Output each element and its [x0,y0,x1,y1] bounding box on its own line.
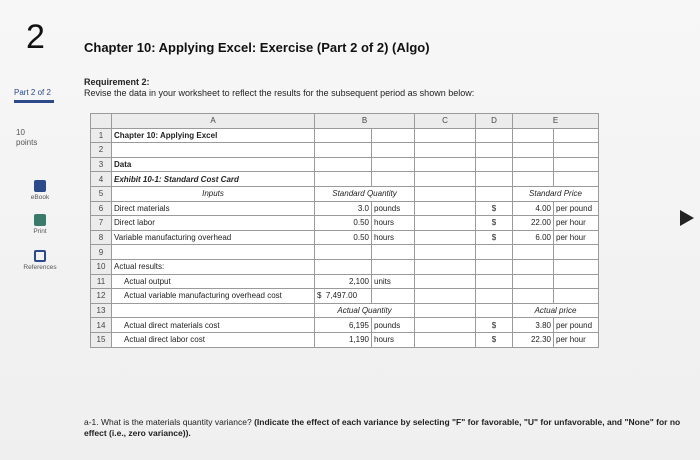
row-number: 5 [91,186,112,201]
cell-e14a[interactable]: 3.80 [513,318,554,333]
row-number: 13 [91,303,112,318]
table-row [91,318,599,333]
cell-e8a[interactable]: 6.00 [513,230,554,245]
cell-b14a[interactable]: 6,195 [315,318,372,333]
cell-b6b[interactable]: pounds [372,201,415,216]
row-number: 6 [91,201,112,216]
row-number: 10 [91,259,112,274]
cell-b7b[interactable]: hours [372,216,415,231]
question-instruction: (Indicate the effect of each variance by selecting "F" for favorable, "U" for unfavorable, and "None" for no effect (i.e., zero variance)). [84,417,681,438]
cell-e2a[interactable] [513,143,554,158]
cell-c12[interactable] [415,289,476,304]
cell-a11[interactable]: Actual output [112,274,315,289]
question-number: 2 [26,18,45,56]
references-icon [34,250,46,262]
cell-b7a[interactable]: 0.50 [315,216,372,231]
row-number: 4 [91,172,112,187]
references-button[interactable] [20,250,60,271]
row-number: 15 [91,332,112,347]
table-row [91,230,599,245]
cell-b14b[interactable]: pounds [372,318,415,333]
cell-c15[interactable] [415,332,476,347]
cell-d14[interactable]: $ [476,318,513,333]
print-button[interactable] [20,214,60,235]
cell-e9a[interactable] [513,245,554,260]
cell-e7b[interactable]: per hour [554,216,599,231]
cell-c7[interactable] [415,216,476,231]
cell-a8[interactable]: Variable manufacturing overhead [112,230,315,245]
cell-b15a[interactable]: 1,190 [315,332,372,347]
cell-e12a[interactable] [513,289,554,304]
cell-b1b[interactable] [372,128,415,143]
cell-e14b[interactable]: per pound [554,318,599,333]
spreadsheet [90,113,599,348]
cell-d8[interactable]: $ [476,230,513,245]
cell-e15b[interactable]: per hour [554,332,599,347]
points-info [16,128,37,148]
table-row [91,201,599,216]
cell-b11a[interactable]: 2,100 [315,274,372,289]
cell-e13[interactable]: Actual price [513,303,599,318]
cell-e9b[interactable] [554,245,599,260]
cell-d7[interactable]: $ [476,216,513,231]
corner-cell [91,114,112,129]
cell-e11b[interactable] [554,274,599,289]
cell-e10a[interactable] [513,259,554,274]
column-header-b: B [315,114,415,129]
cell-a6[interactable]: Direct materials [112,201,315,216]
part-progress-bar [14,100,54,103]
table-row [91,143,599,158]
table-row [91,303,599,318]
cell-c4[interactable] [415,172,476,187]
cell-b9b[interactable] [372,245,415,260]
cell-b8b[interactable]: hours [372,230,415,245]
cell-a10[interactable]: Actual results: [112,259,315,274]
column-header-e: E [513,114,599,129]
cell-e4b[interactable] [554,172,599,187]
row-number: 2 [91,143,112,158]
cell-c6[interactable] [415,201,476,216]
cell-b10b[interactable] [372,259,415,274]
currency-symbol: $ [317,291,322,301]
column-header-row [91,114,599,129]
points-label: points [16,138,38,147]
cell-d5[interactable] [476,186,513,201]
cell-d13[interactable] [476,303,513,318]
question-sidebar [0,80,75,460]
cell-d6[interactable]: $ [476,201,513,216]
cell-b3b[interactable] [372,157,415,172]
cell-e15a[interactable]: 22.30 [513,332,554,347]
question-text [84,417,684,439]
cell-c1[interactable] [415,128,476,143]
row-number: 1 [91,128,112,143]
cell-a2[interactable] [112,143,315,158]
cell-c5[interactable] [415,186,476,201]
book-icon [34,180,46,192]
cell-b11b[interactable]: units [372,274,415,289]
column-header-c: C [415,114,476,129]
cell-c3[interactable] [415,157,476,172]
table-row [91,157,599,172]
table-row [91,186,599,201]
question-title: Chapter 10: Applying Excel: Exercise (Part 2 of 2) (Algo) [84,40,430,55]
cell-b12a[interactable] [315,289,372,304]
cell-e5[interactable]: Standard Price [513,186,599,201]
cell-c8[interactable] [415,230,476,245]
cell-c2[interactable] [415,143,476,158]
table-row [91,172,599,187]
cell-b2a[interactable] [315,143,372,158]
cell-b5[interactable]: Standard Quantity [315,186,415,201]
cell-e3b[interactable] [554,157,599,172]
row-number: 11 [91,274,112,289]
table-row [91,128,599,143]
cell-e1b[interactable] [554,128,599,143]
row-number: 14 [91,318,112,333]
cell-e10b[interactable] [554,259,599,274]
cell-e6a[interactable]: 4.00 [513,201,554,216]
cell-e6b[interactable]: per pound [554,201,599,216]
table-row [91,332,599,347]
requirement-heading: Requirement 2: [84,77,150,87]
points-value: 10 [16,128,25,137]
cell-b2b[interactable] [372,143,415,158]
print-label: Print [33,228,47,235]
cell-a3[interactable]: Data [112,157,315,172]
cell-d11[interactable] [476,274,513,289]
cell-a1[interactable]: Chapter 10: Applying Excel [112,128,315,143]
column-header-a: A [112,114,315,129]
question-prefix: a-1. What is the materials quantity variance? [84,417,255,427]
requirement-text: Revise the data in your worksheet to reflect the results for the subsequent period as shown below: [84,88,475,98]
table-row [91,274,599,289]
cell-e11a[interactable] [513,274,554,289]
cell-d9[interactable] [476,245,513,260]
table-row [91,289,599,304]
cell-d10[interactable] [476,259,513,274]
row-number: 9 [91,245,112,260]
row-number: 12 [91,289,112,304]
cell-b4b[interactable] [372,172,415,187]
cell-a14[interactable]: Actual direct materials cost [112,318,315,333]
cell-c14[interactable] [415,318,476,333]
overhead-value: 7,497.00 [325,291,358,301]
cell-b15b[interactable]: hours [372,332,415,347]
cell-a15[interactable]: Actual direct labor cost [112,332,315,347]
cell-b13[interactable]: Actual Quantity [315,303,415,318]
cell-e8b[interactable]: per hour [554,230,599,245]
cell-d15[interactable]: $ [476,332,513,347]
cell-a4[interactable]: Exhibit 10-1: Standard Cost Card [112,172,315,187]
cell-d3[interactable] [476,157,513,172]
references-label: References [23,264,57,271]
cell-e12b[interactable] [554,289,599,304]
column-header-d: D [476,114,513,129]
cell-a5[interactable]: Inputs [112,186,315,201]
cell-a13[interactable] [112,303,315,318]
cell-a12[interactable]: Actual variable manufacturing overhead cost [112,289,315,304]
ebook-label: eBook [30,194,50,201]
table-row [91,245,599,260]
cell-b10a[interactable] [315,259,372,274]
part-indicator[interactable]: Part 2 of 2 [14,88,51,97]
cell-e2b[interactable] [554,143,599,158]
cell-b3a[interactable] [315,157,372,172]
cell-d4[interactable] [476,172,513,187]
cell-b4a[interactable] [315,172,372,187]
ebook-button[interactable] [20,180,60,201]
table-row [91,259,599,274]
cell-b9a[interactable] [315,245,372,260]
cell-b12b[interactable] [372,289,415,304]
cell-e1a[interactable] [513,128,554,143]
mouse-cursor-icon [680,210,694,226]
cell-c9[interactable] [415,245,476,260]
cell-b6a[interactable]: 3.0 [315,201,372,216]
row-number: 7 [91,216,112,231]
cell-c11[interactable] [415,274,476,289]
cell-d1[interactable] [476,128,513,143]
cell-c10[interactable] [415,259,476,274]
cell-b8a[interactable]: 0.50 [315,230,372,245]
cell-a7[interactable]: Direct labor [112,216,315,231]
table-row [91,216,599,231]
row-number: 8 [91,230,112,245]
cell-e4a[interactable] [513,172,554,187]
cell-e7a[interactable]: 22.00 [513,216,554,231]
cell-b1a[interactable] [315,128,372,143]
cell-c13[interactable] [415,303,476,318]
cell-d12[interactable] [476,289,513,304]
requirement-block [84,77,474,99]
row-number: 3 [91,157,112,172]
cell-a9[interactable] [112,245,315,260]
cell-e3a[interactable] [513,157,554,172]
cell-d2[interactable] [476,143,513,158]
print-icon [34,214,46,226]
